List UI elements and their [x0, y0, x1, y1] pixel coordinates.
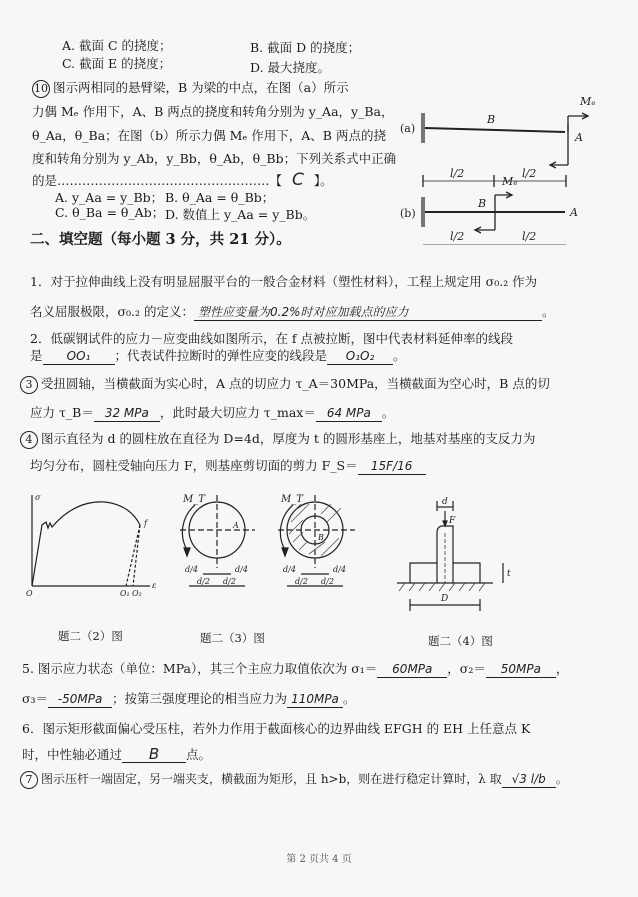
label-half-1: l/2	[450, 167, 465, 180]
question-number-circle: 7	[20, 771, 38, 789]
q6-prefix: 时，中性轴必通过	[22, 747, 123, 762]
label-half-3: l/2	[450, 230, 465, 243]
label-a: (a)	[400, 122, 416, 135]
label-a-b: A	[570, 206, 578, 219]
point-b-label: B	[318, 533, 324, 542]
q3-end: 。	[381, 405, 395, 420]
label-b-b: B	[478, 197, 487, 210]
stress-strain-figure	[20, 490, 160, 600]
q10-close: 】。	[313, 173, 333, 188]
q5-line-2	[22, 691, 355, 708]
q2-answer-2: O₁O₂	[327, 348, 393, 365]
q2-line-2	[30, 348, 406, 365]
q1-prefix: 名义屈服极限，σ₀.₂ 的定义：	[30, 304, 195, 319]
origin-label: O	[26, 589, 33, 598]
d2-label-3: d/2	[295, 577, 308, 586]
base-d-label: D	[441, 594, 449, 604]
q7-answer: √3 l/b	[502, 771, 556, 788]
q4-text: 图示直径为 d 的圆柱放在直径为 D=4d，厚度为 t 的圆形基座上，地基对基座的支反力为	[41, 431, 536, 446]
q2-answer-1: OO₁	[43, 348, 115, 365]
q4-prefix: 均匀分布，圆柱受轴向压力 F，则基座剪切面的剪力 F_S＝	[30, 458, 358, 473]
q5-sigma1: 60MPa	[377, 661, 447, 678]
q9-option-a: A. 截面 C 的挠度；	[62, 38, 172, 53]
section-title: 二、填空题（每小题 3 分，共 21 分）。	[30, 231, 291, 248]
q5-mid: ；按第三强度理论的相当应力为	[112, 691, 288, 706]
question-number-circle: 3	[20, 376, 38, 394]
q9-option-b: B. 截面 D 的挠度；	[250, 40, 361, 55]
thickness-t-label: t	[507, 569, 511, 579]
mt-label-2: M_T	[281, 494, 303, 505]
caption-fig-2: 题二（2）图	[58, 629, 123, 643]
q9-option-c: C. 截面 E 的挠度；	[62, 56, 172, 71]
q3-prefix: 应力 τ_B＝	[30, 405, 94, 420]
q10-option-c: C. θ_Ba = θ_Ab；	[55, 205, 165, 220]
d4-label-3: d/4	[283, 565, 296, 574]
q6-answer: B	[122, 746, 186, 763]
q10-answer: C	[292, 170, 304, 190]
o2-label: O₂	[132, 589, 142, 598]
q3-answer-2: 64 MPa	[316, 405, 382, 422]
q3-text: 受扭圆轴，当横截面为实心时，A 点的切应力 τ_A＝30MPa，当横截面为空心时，B 点的切	[41, 376, 550, 391]
q1-end: 。	[542, 304, 555, 319]
torsion-shaft-figure	[175, 490, 365, 595]
epsilon-label: ε	[152, 581, 157, 590]
label-b-a: B	[487, 113, 496, 126]
q10-option-d: D. 数值上 y_Aa = y_Bb。	[165, 207, 316, 222]
q10-option-a: A. y_Aa = y_Bb；	[55, 190, 164, 205]
label-me-b: Mₑ	[502, 175, 518, 188]
q10-prompt: 的是……………………………………………【	[32, 173, 283, 188]
q5-sigma3: -50MPa	[48, 691, 112, 708]
q10-text: 图示两相同的悬臂梁，B 为梁的中点，在图（a）所示	[53, 80, 349, 95]
q5-equivalent-stress: 110MPa	[287, 691, 343, 708]
f-label: f	[144, 519, 147, 528]
d4-label-2: d/4	[235, 565, 248, 574]
o1-label: O₁	[120, 589, 130, 598]
caption-fig-3: 题二（3）图	[200, 631, 265, 645]
q9-option-d: D. 最大挠度。	[250, 60, 331, 75]
q4-line-2	[30, 458, 426, 475]
q4-line-1	[20, 431, 535, 449]
q1-line-1: 1．对于拉伸曲线上没有明显屈服平台的一般合金材料（塑性材料），工程上规定用 σ₀.₂ 作为	[30, 274, 538, 289]
label-a-a: A	[575, 131, 583, 144]
d2-label-2: d/2	[223, 577, 236, 586]
caption-fig-4: 题二（4）图	[428, 634, 493, 648]
q3-mid: ，此时最大切应力 τ_max＝	[159, 405, 316, 420]
q2-line-1: 2．低碳钢试件的应力－应变曲线如图所示，在 f 点被拉断，图中代表材料延伸率的线段	[30, 331, 514, 346]
q7-line	[20, 771, 568, 789]
q10-line-1	[32, 80, 349, 98]
label-b: (b)	[400, 207, 416, 220]
q1-line-2	[30, 304, 555, 321]
q6-line-2	[22, 746, 211, 763]
q2-mid: ；代表试件拉断时的弹性应变的线段是	[114, 348, 328, 363]
q5-s3-prefix: σ₃＝	[22, 691, 49, 706]
cantilever-figure	[390, 85, 600, 245]
q5-prefix: 5. 图示应力状态（单位：MPa），其三个主应力取值依次为 σ₁＝	[22, 661, 378, 676]
q5-s2-end: ，	[555, 661, 569, 676]
d-label: d	[442, 497, 448, 507]
column-base-figure	[385, 495, 525, 615]
d2-label-1: d/2	[197, 577, 210, 586]
q1-answer: 塑性应变量为0.2%时对应加载点的应力	[194, 304, 542, 321]
label-me-a: Mₑ	[580, 95, 596, 108]
d4-label-4: d/4	[333, 565, 346, 574]
q6-line-1: 6．图示矩形截面偏心受压柱，若外力作用于截面核心的边界曲线 EFGH 的 EH 上任意点 K	[22, 721, 531, 736]
q10-line-2: 力偶 Mₑ 作用下，A、B 两点的挠度和转角分别为 y_Aa，y_Ba，	[32, 104, 394, 119]
q10-line-3: θ_Aa，θ_Ba；在图（b）所示力偶 Mₑ 作用下，A、B 两点的挠	[32, 128, 386, 143]
q2-end: 。	[393, 348, 406, 363]
question-number-circle: 4	[20, 431, 38, 449]
q10-option-b: B. θ_Aa = θ_Bb；	[165, 190, 275, 205]
question-number-circle: 10	[32, 80, 50, 98]
q3-answer-1: 32 MPa	[94, 405, 160, 422]
q6-end: 点。	[186, 747, 212, 762]
q5-sigma2: 50MPa	[486, 661, 556, 678]
sigma-label: σ	[35, 493, 41, 502]
d2-label-4: d/2	[321, 577, 334, 586]
q7-text: 图示压杆一端固定，另一端夹支，横截面为矩形，且 h>b，则在进行稳定计算时，λ 取	[41, 772, 502, 786]
force-f-label: F	[449, 516, 456, 526]
q5-s2-prefix: ，σ₂＝	[447, 661, 486, 676]
mt-label-1: M_T	[183, 494, 205, 505]
q5-end: 。	[342, 691, 356, 706]
d4-label-1: d/4	[185, 565, 198, 574]
page-footer: 第 2 页共 4 页	[286, 854, 352, 865]
q5-line-1	[22, 661, 568, 678]
q7-end: 。	[555, 772, 568, 786]
q3-line-1	[20, 376, 550, 394]
label-half-4: l/2	[522, 230, 537, 243]
q2-prefix: 是	[30, 348, 43, 363]
q10-line-4: 度和转角分别为 y_Ab，y_Bb，θ_Ab，θ_Bb；下列关系式中正确	[32, 151, 397, 166]
q10-line-5	[32, 172, 333, 189]
q3-line-2	[30, 405, 394, 422]
q4-answer: 15F/16	[358, 458, 426, 475]
label-half-2: l/2	[522, 167, 537, 180]
point-a-label: A	[233, 521, 239, 530]
